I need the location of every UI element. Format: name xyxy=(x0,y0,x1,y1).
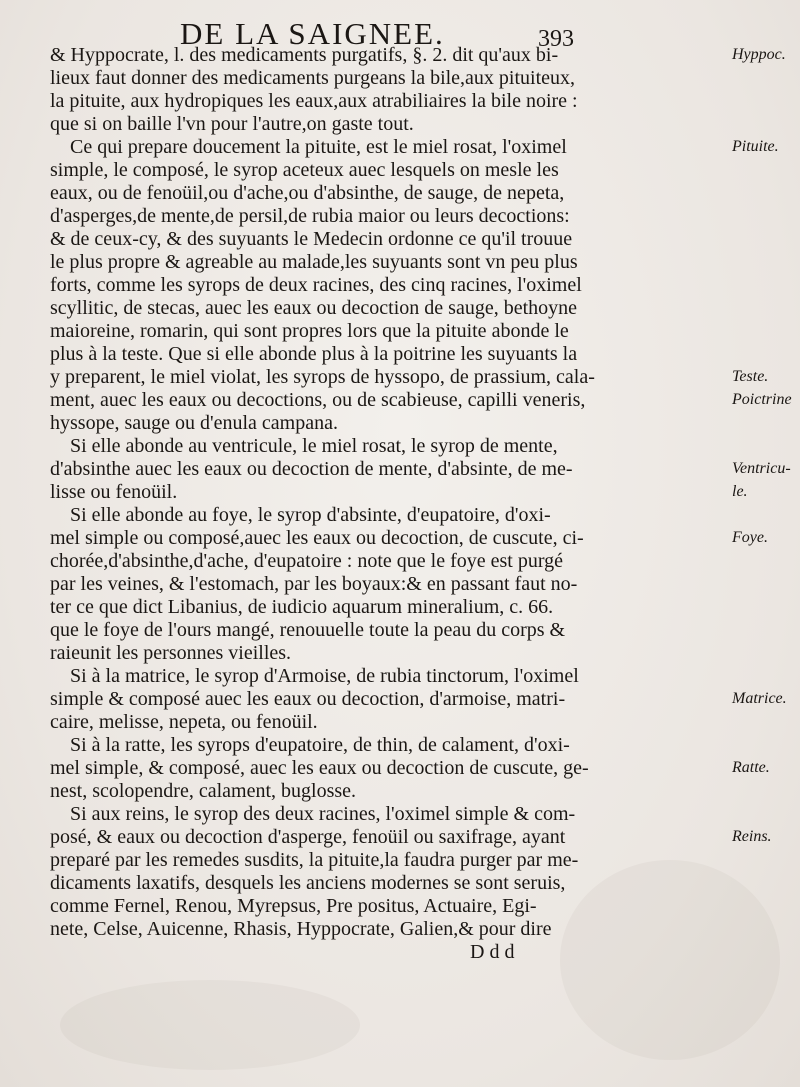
running-title: DE LA SAIGNEE. xyxy=(180,16,445,51)
margin-note: Teste. xyxy=(732,368,769,385)
text-line: preparé par les remedes susdits, la pituite,la faudra purger par me- xyxy=(50,849,579,871)
text-line: Si à la matrice, le syrop d'Armoise, de rubia tinctorum, l'oximel xyxy=(70,665,579,687)
text-line: lisse ou fenoüil. xyxy=(50,481,178,503)
text-line: Si elle abonde au ventricule, le miel rosat, le syrop de mente, xyxy=(70,435,558,457)
text-line: d'absinthe auec les eaux ou decoction de mente, d'absinte, de me- xyxy=(50,458,573,480)
text-line: Ce qui prepare doucement la pituite, est le miel rosat, l'oximel xyxy=(70,136,567,158)
margin-note: Pituite. xyxy=(732,138,779,155)
text-line: simple, le composé, le syrop aceteux auec lesquels on mesle les xyxy=(50,159,559,181)
text-line: scyllitic, de stecas, auec les eaux ou decoction de sauge, bethoyne xyxy=(50,297,578,319)
text-line: la pituite, aux hydropiques les eaux,aux atrabiliaires la bile noire : xyxy=(50,90,578,112)
text-line: mel simple, & composé, auec les eaux ou decoction de cuscute, ge- xyxy=(50,757,589,779)
body-text xyxy=(50,44,730,964)
text-line: que si on baille l'vn pour l'autre,on gaste tout. xyxy=(50,113,414,135)
text-line: caire, melisse, nepeta, ou fenoüil. xyxy=(50,711,318,733)
text-line: d'asperges,de mente,de persil,de rubia maior ou leurs decoctions: xyxy=(50,205,570,227)
text-line: eaux, ou de fenoüil,ou d'ache,ou d'absinthe, de sauge, de nepeta, xyxy=(50,182,565,204)
text-line: plus à la teste. Que si elle abonde plus à la poitrine les suyuants la xyxy=(50,343,578,365)
text-line: & Hyppocrate, l. des medicaments purgatifs, §. 2. dit qu'aux bi- xyxy=(50,44,559,66)
margin-note: Foye. xyxy=(732,529,768,546)
text-line: posé, & eaux ou decoction d'asperge, fenoüil ou saxifrage, ayant xyxy=(50,826,566,848)
margin-note: Reins. xyxy=(732,828,772,845)
text-line: par les veines, & l'estomach, par les boyaux:& en passant faut no- xyxy=(50,573,578,595)
text-line: hyssope, sauge ou d'enula campana. xyxy=(50,412,338,434)
text-line: raieunit les personnes vieilles. xyxy=(50,642,292,664)
margin-note: Ratte. xyxy=(732,759,770,776)
paper-stain xyxy=(60,980,360,1070)
text-line: Si à la ratte, les syrops d'eupatoire, de thin, de calament, d'oxi- xyxy=(70,734,570,756)
text-line: nete, Celse, Auicenne, Rhasis, Hyppocrate, Galien,& pour dire xyxy=(50,918,552,940)
text-line: ter ce que dict Libanius, de iudicio aquarum mineralium, c. 66. xyxy=(50,596,554,618)
text-line: le plus propre & agreable au malade,les suyuants sont vn peu plus xyxy=(50,251,578,273)
margin-note: Ventricu- xyxy=(732,460,791,477)
margin-note: Poictrine xyxy=(732,391,792,408)
text-line: simple & composé auec les eaux ou decoction, d'armoise, matri- xyxy=(50,688,566,710)
text-line: nest, scolopendre, calament, buglosse. xyxy=(50,780,357,802)
page-number: 393 xyxy=(538,26,574,52)
text-line: & de ceux-cy, & des suyuants le Medecin ordonne ce qu'il trouue xyxy=(50,228,573,250)
text-line: chorée,d'absinthe,d'ache, d'eupatoire : note que le foye est purgé xyxy=(50,550,564,572)
text-line: Si elle abonde au foye, le syrop d'absinte, d'eupatoire, d'oxi- xyxy=(70,504,551,526)
text-line: que le foye de l'ours mangé, renouuelle toute la peau du corps & xyxy=(50,619,566,641)
margin-note: Hyppoc. xyxy=(732,46,786,63)
text-line: dicaments laxatifs, desquels les anciens modernes se sont seruis, xyxy=(50,872,566,894)
signature-mark: D d d xyxy=(470,941,515,963)
margin-note: le. xyxy=(732,483,748,500)
text-line: forts, comme les syrops de deux racines, des cinq racines, l'oximel xyxy=(50,274,582,296)
text-line: y preparent, le miel violat, les syrops de hyssopo, de prassium, cala- xyxy=(50,366,595,388)
text-line: ment, auec les eaux ou decoctions, ou de scabieuse, capilli veneris, xyxy=(50,389,586,411)
text-line: lieux faut donner des medicaments purgeans la bile,aux pituiteux, xyxy=(50,67,576,89)
margin-note: Matrice. xyxy=(732,690,787,707)
text-line: mel simple ou composé,auec les eaux ou decoction, de cuscute, ci- xyxy=(50,527,584,549)
text-line: Si aux reins, le syrop des deux racines, l'oximel simple & com- xyxy=(70,803,576,825)
text-line: maioreine, romarin, qui sont propres lors que la pituite abonde le xyxy=(50,320,569,342)
text-line: comme Fernel, Renou, Myrepsus, Pre positus, Actuaire, Egi- xyxy=(50,895,537,917)
